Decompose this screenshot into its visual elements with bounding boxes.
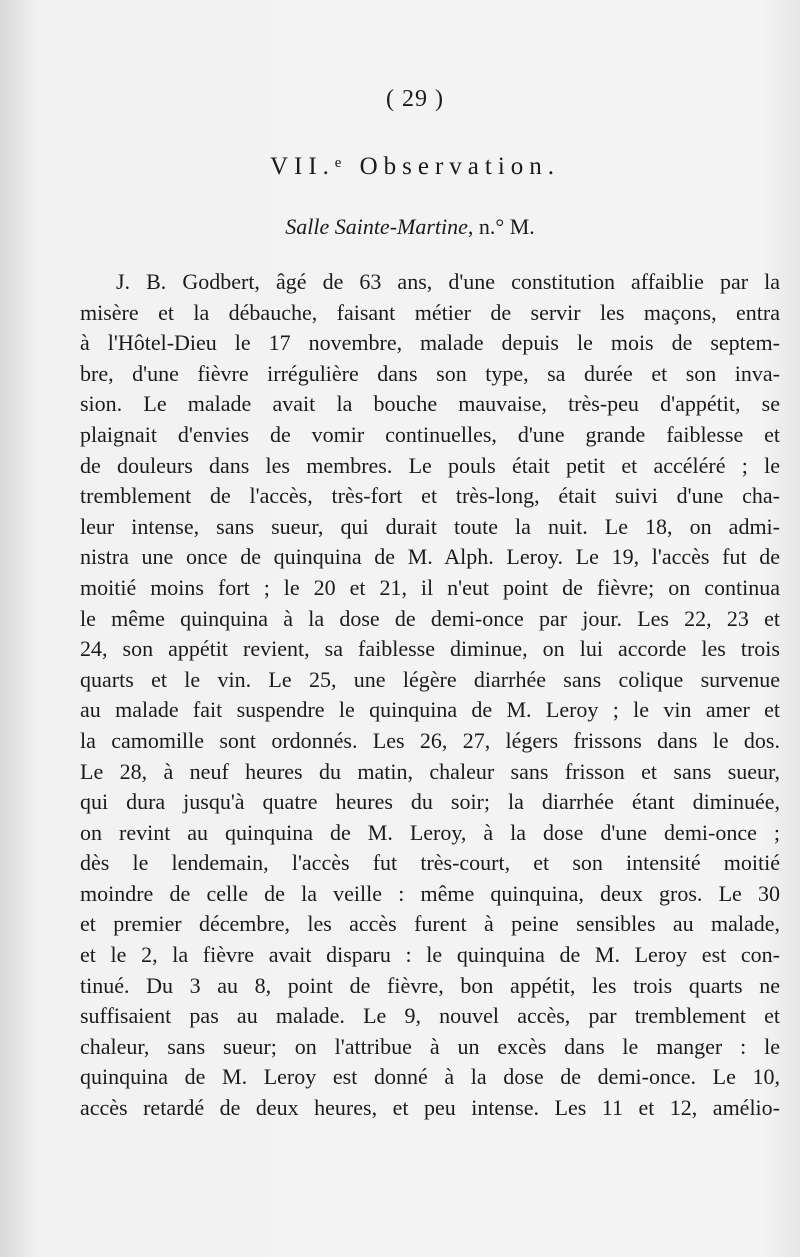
- text-line: et premier décembre, les accès furent à peine sensibles au malade,: [80, 911, 780, 937]
- text-line: suffisaient pas au malade. Le 9, nouvel accès, par tremblement et: [80, 1003, 780, 1029]
- text-line: qui dura jusqu'à quatre heures du soir; la diarrhée étant diminuée,: [80, 789, 780, 815]
- text-line: tinué. Du 3 au 8, point de fièvre, bon appétit, les trois quarts ne: [80, 972, 780, 998]
- observation-heading: VII.ᵉ Observation.: [269, 153, 561, 180]
- text-line: la camomille sont ordonnés. Les 26, 27, légers frissons dans le dos.: [80, 727, 780, 753]
- observation-body: [80, 267, 780, 1124]
- text-line: moindre de celle de la veille : même quinquina, deux gros. Le 30: [80, 880, 780, 906]
- page-number: ( 29 ): [386, 86, 444, 112]
- text-line: au malade fait suspendre le quinquina de M. Leroy ; le vin amer et: [80, 697, 780, 723]
- text-line: misère et la débauche, faisant métier de servir les maçons, entra: [80, 299, 780, 325]
- ward-name: Salle Sainte-Martine: [285, 214, 468, 239]
- ward-number: , n.° M.: [467, 214, 535, 239]
- text-line: 24, son appétit revient, sa faiblesse diminue, on lui accorde les trois: [80, 636, 780, 662]
- text-line: sion. Le malade avait la bouche mauvaise, très-peu d'appétit, se: [80, 391, 780, 417]
- text-line: de douleurs dans les membres. Le pouls était petit et accéléré ; le: [80, 452, 780, 478]
- text-line: quarts et le vin. Le 25, une légère diarrhée sans colique survenue: [80, 666, 780, 692]
- text-line: on revint au quinquina de M. Leroy, à la dose d'une demi-once ;: [80, 819, 780, 845]
- text-line: et le 2, la fièvre avait disparu : le quinquina de M. Leroy est con-: [80, 942, 780, 968]
- text-line: quinquina de M. Leroy est donné à la dose de demi-once. Le 10,: [80, 1064, 780, 1090]
- text-line: tremblement de l'accès, très-fort et très-long, était suivi d'une cha-: [80, 483, 780, 509]
- text-line: moitié moins fort ; le 20 et 21, il n'eut point de fièvre; on continua: [80, 574, 780, 600]
- text-line: bre, d'une fièvre irrégulière dans son type, sa durée et son inva-: [80, 360, 780, 386]
- text-line: nistra une once de quinquina de M. Alph. Leroy. Le 19, l'accès fut de: [80, 544, 780, 570]
- text-line: accès retardé de deux heures, et peu intense. Les 11 et 12, amélio-: [80, 1095, 780, 1121]
- text-line: dès le lendemain, l'accès fut très-court, et son intensité moitié: [80, 850, 780, 876]
- text-line: Le 28, à neuf heures du matin, chaleur sans frisson et sans sueur,: [80, 758, 780, 784]
- text-line: chaleur, sans sueur; on l'attribue à un excès dans le manger : le: [80, 1033, 780, 1059]
- text-line: leur intense, sans sueur, qui durait toute la nuit. Le 18, on admi-: [80, 513, 780, 539]
- text-line: J. B. Godbert, âgé de 63 ans, d'une constitution affaiblie par la: [116, 269, 780, 294]
- text-line: le même quinquina à la dose de demi-once par jour. Les 22, 23 et: [80, 605, 780, 631]
- text-line: à l'Hôtel-Dieu le 17 novembre, malade depuis le mois de septem-: [80, 330, 780, 356]
- ward-subheading: [0, 214, 800, 240]
- text-line: plaignait d'envies de vomir continuelles, d'une grande faiblesse et: [80, 421, 780, 447]
